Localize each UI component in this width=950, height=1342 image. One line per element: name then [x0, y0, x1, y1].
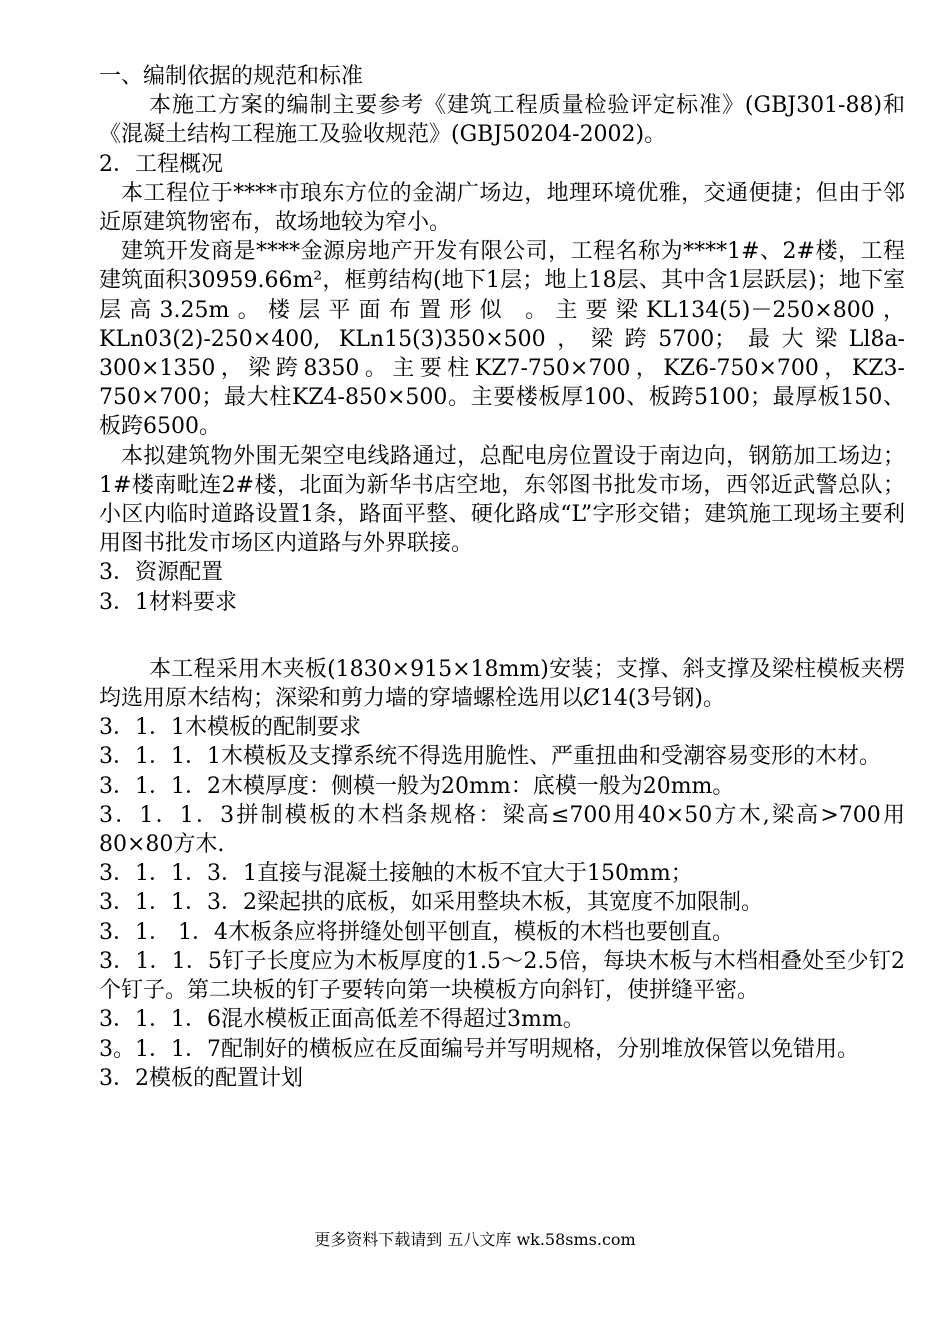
clause-3-1-1-7: 3。1．1．7配制好的横板应在反面编号并写明规格，分别堆放保管以免错用。	[99, 1036, 859, 1062]
heading-wood-formwork: 3．1．1木模板的配制要求	[99, 715, 361, 741]
heading-overview: 2．工程概况	[99, 151, 223, 177]
paragraph-developer: 建筑开发商是****金源房地产开发有限公司，工程名称为****1#、2#楼，工程建筑面积30959.66m²，框剪结构(地下1层；地上18层、其中含1层跃层)；地下室层高3.25m。楼层平面布置形似 。主要梁KL134(5)－250×800，KLn03(2)-250×400, KLn15(3)350×500，梁跨5700；最大梁Ll8a-300×1350，梁跨8350。主要柱KZ7-750×700，KZ6-750×700，KZ3-750×700；最大柱KZ4-850×500。主要楼板厚100、板跨5100；最厚板150、板跨6500。	[99, 239, 905, 440]
clause-3-1-1-5: 3．1．1．5钉子长度应为木板厚度的1.5～2.5倍，每块木板与木档相叠处至少钉2个钉子。第二块板的钉子要转向第一块模板方向斜钉，使拼缝平密。	[99, 948, 905, 1004]
clause-3-1-1-3-1: 3．1．1．3．1直接与混凝土接触的木板不宜大于150mm；	[99, 861, 693, 887]
heading-resources: 3．资源配置	[99, 560, 223, 586]
paragraph-materials: 本工程采用木夹板(1830×915×18mm)安装；支撑、斜支撑及梁柱模板夹楞均选用原木结构；深梁和剪力墙的穿墙螺栓选用以Ȼ14(3号钢)。	[99, 656, 905, 712]
footer-link-text: 更多资料下载请到 五八文库 wk.58sms.com	[314, 1230, 636, 1249]
heading-standards: 一、编制依据的规范和标准	[99, 64, 364, 89]
paragraph-surroundings: 本拟建筑物外围无架空电线路通过，总配电房位置设于南边向，钢筋加工场边；1#楼南毗连2#楼，北面为新华书店空地，东邻图书批发市场，西邻近武警总队；小区内临时道路设置1条，路面平整、硬化路成“L”字形交错；建筑施工现场主要利用图书批发市场区内道路与外界联接。	[99, 443, 905, 557]
clause-3-1-1-2: 3．1．1．2木模厚度：侧模一般为20mm：底模一般为20mm。	[99, 773, 735, 799]
paragraph-location: 本工程位于****市琅东方位的金湖广场边，地理环境优雅，交通便捷；但由于邻近原建筑物密布，故场地较为窄小。	[99, 180, 905, 236]
spacer	[99, 617, 905, 655]
clause-3-1-1-6: 3．1．1．6混水模板正面高低差不得超过3mm。	[99, 1007, 585, 1033]
clause-3-1-1-3-2: 3．1．1．3．2梁起拱的底板，如采用整块木板，其宽度不加限制。	[99, 890, 763, 916]
heading-materials: 3．1材料要求	[99, 589, 237, 615]
heading-formwork-plan: 3．2模板的配置计划	[99, 1065, 303, 1091]
clause-3-1-1-1: 3．1．1．1木模板及支撑系统不得选用脆性、严重扭曲和受潮容易变形的木材。	[99, 744, 881, 770]
document-body	[99, 62, 905, 1093]
paragraph-standards: 本施工方案的编制主要参考《建筑工程质量检验评定标准》(GBJ301-88)和《混凝土结构工程施工及验收规范》(GBJ50204-2002)。	[99, 93, 905, 148]
clause-3-1-1-4: 3．1． 1．4木板条应将拼缝处刨平刨直，模板的木档也要刨直。	[99, 919, 734, 945]
clause-3-1-1-3: 3．1．1．3拼制模板的木档条规格：梁高≤700用40×50方木,梁高>700用80×80方木.	[99, 802, 905, 858]
